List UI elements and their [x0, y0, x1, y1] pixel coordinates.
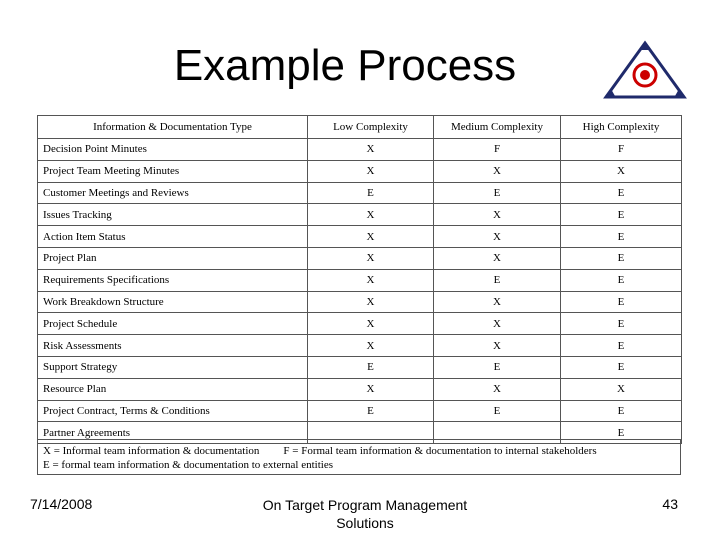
- cell-low: X: [308, 313, 434, 335]
- cell-low: X: [308, 378, 434, 400]
- cell-medium: E: [434, 182, 561, 204]
- table-row: [38, 356, 682, 378]
- table-row: [38, 247, 682, 269]
- cell-high: E: [561, 422, 682, 444]
- cell-high: E: [561, 247, 682, 269]
- page-title: Example Process: [173, 41, 517, 90]
- table-row: [38, 313, 682, 335]
- cell-high: E: [561, 335, 682, 357]
- table-row: [38, 269, 682, 291]
- cell-type: Project Schedule: [38, 313, 308, 335]
- cell-low: E: [308, 400, 434, 422]
- cell-low: X: [308, 269, 434, 291]
- cell-low: X: [308, 226, 434, 248]
- cell-high: X: [561, 160, 682, 182]
- cell-medium: E: [434, 356, 561, 378]
- cell-low: X: [308, 247, 434, 269]
- cell-medium: X: [434, 313, 561, 335]
- cell-type: Risk Assessments: [38, 335, 308, 357]
- cell-low: E: [308, 356, 434, 378]
- table-row: [38, 160, 682, 182]
- cell-low: X: [308, 335, 434, 357]
- cell-low: E: [308, 182, 434, 204]
- cell-medium: X: [434, 226, 561, 248]
- cell-high: E: [561, 204, 682, 226]
- target-triangle-icon: [603, 40, 687, 100]
- cell-low: X: [308, 139, 434, 161]
- table-row: [38, 226, 682, 248]
- cell-medium: E: [434, 400, 561, 422]
- cell-low: X: [308, 291, 434, 313]
- cell-high: E: [561, 182, 682, 204]
- cell-medium: E: [434, 269, 561, 291]
- cell-type: Decision Point Minutes: [38, 139, 308, 161]
- table-row: [38, 182, 682, 204]
- cell-high: E: [561, 313, 682, 335]
- table-row: [38, 139, 682, 161]
- table-row: [38, 204, 682, 226]
- table-row: [38, 400, 682, 422]
- cell-type: Customer Meetings and Reviews: [38, 182, 308, 204]
- cell-medium: X: [434, 291, 561, 313]
- legend-x: X = Informal team information & documentation: [43, 445, 260, 457]
- cell-type: Project Team Meeting Minutes: [38, 160, 308, 182]
- column-header-low: Low Complexity: [308, 116, 434, 139]
- table-row: [38, 291, 682, 313]
- cell-low: X: [308, 204, 434, 226]
- table-row: [38, 378, 682, 400]
- cell-type: Issues Tracking: [38, 204, 308, 226]
- table-header-row: [38, 116, 682, 139]
- cell-type: Requirements Specifications: [38, 269, 308, 291]
- footer-org-line1: On Target Program Management: [262, 497, 468, 513]
- column-header-medium: Medium Complexity: [434, 116, 561, 139]
- legend-e: E = formal team information & documentation to external entities: [43, 459, 333, 471]
- cell-type: Work Breakdown Structure: [38, 291, 308, 313]
- cell-medium: X: [434, 335, 561, 357]
- cell-medium: X: [434, 160, 561, 182]
- cell-medium: F: [434, 139, 561, 161]
- column-header-type: Information & Documentation Type: [38, 116, 308, 139]
- cell-type: Support Strategy: [38, 356, 308, 378]
- process-table: [37, 115, 682, 444]
- cell-medium: X: [434, 247, 561, 269]
- cell-medium: X: [434, 204, 561, 226]
- legend-box: [37, 439, 681, 475]
- column-header-high: High Complexity: [561, 116, 682, 139]
- footer-org-line2: Solutions: [336, 515, 394, 531]
- cell-type: Partner Agreements: [38, 422, 308, 444]
- cell-high: E: [561, 356, 682, 378]
- page-number: 43: [662, 496, 678, 512]
- footer-date: 7/14/2008: [30, 496, 93, 512]
- cell-high: E: [561, 269, 682, 291]
- cell-low: X: [308, 160, 434, 182]
- cell-medium: X: [434, 378, 561, 400]
- cell-high: E: [561, 400, 682, 422]
- cell-high: X: [561, 378, 682, 400]
- cell-high: F: [561, 139, 682, 161]
- legend-f: F = Formal team information & documentation to internal stakeholders: [283, 445, 597, 457]
- cell-type: Action Item Status: [38, 226, 308, 248]
- cell-high: E: [561, 291, 682, 313]
- cell-high: E: [561, 226, 682, 248]
- cell-type: Project Plan: [38, 247, 308, 269]
- cell-type: Resource Plan: [38, 378, 308, 400]
- cell-type: Project Contract, Terms & Conditions: [38, 400, 308, 422]
- table-row: [38, 335, 682, 357]
- footer-organization: [250, 496, 480, 532]
